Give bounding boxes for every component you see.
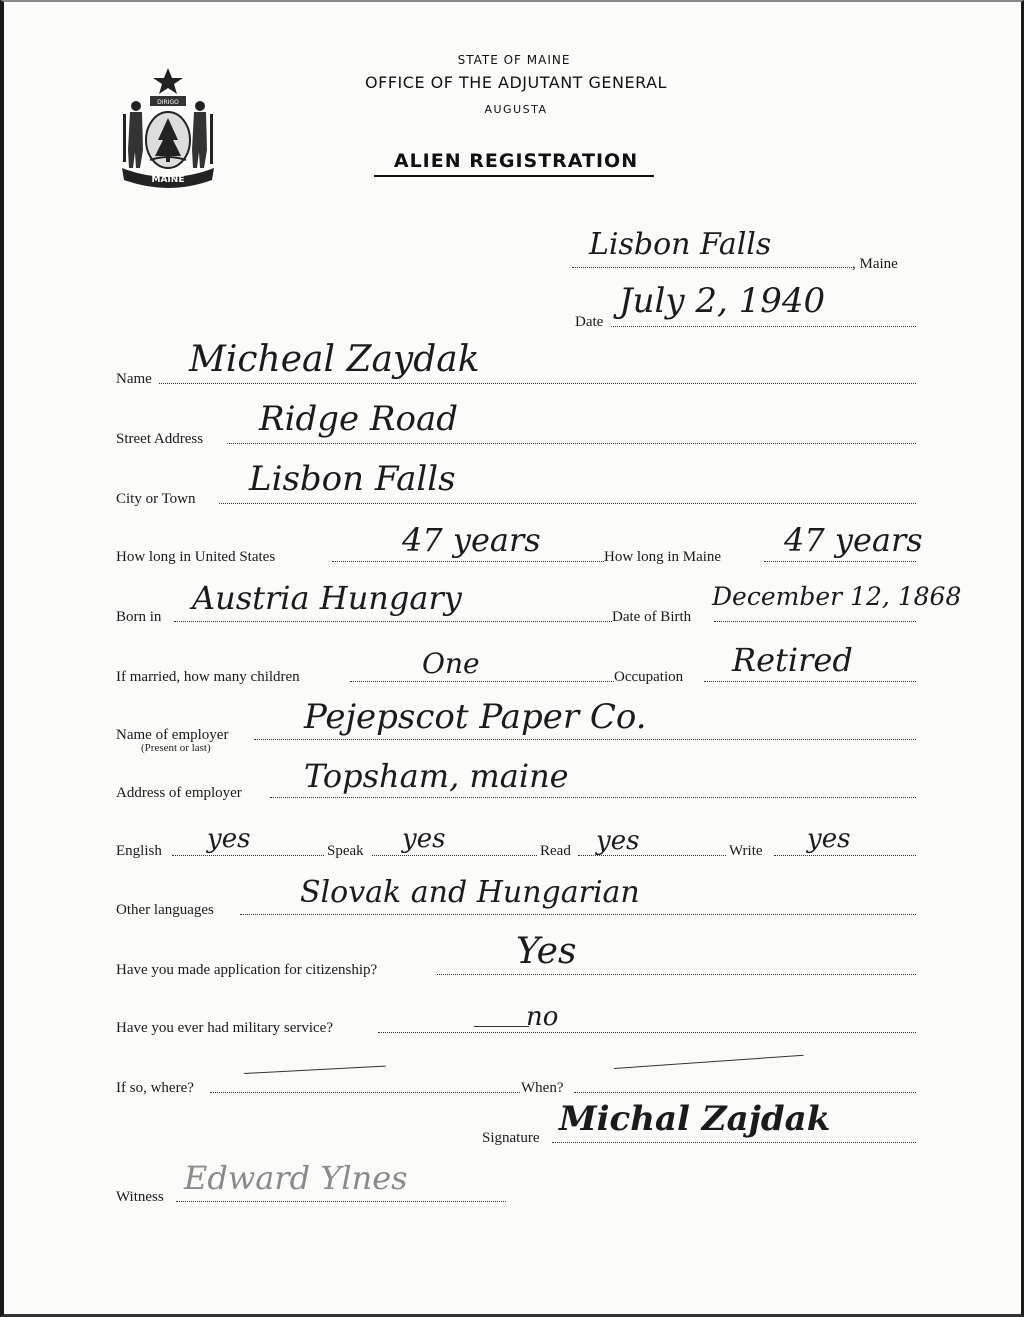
born-in-line (174, 621, 612, 622)
header-office: OFFICE OF THE ADJUTANT GENERAL (365, 73, 667, 92)
city-value: Lisbon Falls (249, 459, 456, 499)
born-in-value: Austria Hungary (192, 579, 462, 617)
other-languages-line (240, 914, 916, 915)
form-title: ALIEN REGISTRATION (393, 150, 639, 172)
employer-note: (Present or last) (141, 742, 211, 754)
witness-label: Witness (116, 1189, 164, 1205)
header-state: STATE OF MAINE (457, 53, 571, 67)
signature-value: Michal Zajdak (559, 1099, 831, 1139)
occupation-value: Retired (732, 641, 853, 679)
signature-label: Signature (482, 1130, 540, 1146)
date-of-birth-label: Date of Birth (612, 609, 692, 625)
date-value: July 2, 1940 (619, 281, 826, 321)
city-line (219, 503, 916, 504)
name-line (159, 383, 916, 384)
military-stroke (474, 1026, 529, 1027)
read-value: yes (596, 826, 640, 856)
occupation-label: Occupation (614, 669, 684, 685)
employer-address-value: Topsham, maine (304, 757, 569, 795)
employer-address-line (270, 797, 916, 798)
write-value: yes (807, 824, 851, 854)
born-in-label: Born in (116, 609, 162, 625)
employer-address-label: Address of employer (116, 785, 242, 801)
military-value: no (526, 1002, 559, 1032)
read-label: Read (540, 843, 571, 859)
date-line (611, 326, 916, 327)
when-stroke (614, 1055, 804, 1069)
where-stroke (244, 1066, 386, 1074)
how-long-us-line (332, 561, 604, 562)
write-label: Write (729, 843, 763, 859)
employer-name-label: Name of employer (116, 727, 229, 743)
write-line (774, 855, 916, 856)
children-label: If married, how many children (116, 669, 300, 685)
how-long-us-label: How long in United States (116, 549, 276, 565)
speak-value: yes (402, 824, 446, 854)
street-address-line (227, 443, 916, 444)
when-line (574, 1092, 916, 1093)
children-value: One (422, 647, 480, 680)
place-value: Lisbon Falls (589, 227, 772, 262)
street-address-value: Ridge Road (259, 399, 459, 439)
name-label: Name (116, 371, 152, 387)
citizenship-label: Have you made application for citizenship? (116, 962, 378, 978)
occupation-line (704, 681, 916, 682)
witness-value: Edward Ylnes (184, 1159, 408, 1197)
speak-line (372, 855, 537, 856)
name-value: Micheal Zaydak (189, 339, 480, 380)
employer-name-value: Pejepscot Paper Co. (304, 697, 647, 737)
svg-text:DIRIGO: DIRIGO (157, 99, 179, 106)
employer-name-line (254, 739, 916, 740)
maine-label: , Maine (852, 256, 898, 272)
when-label: When? (521, 1080, 564, 1096)
how-long-us-value: 47 years (402, 521, 541, 559)
where-line (210, 1092, 520, 1093)
place-line (572, 267, 852, 268)
other-languages-label: Other languages (116, 902, 214, 918)
where-label: If so, where? (116, 1080, 194, 1096)
military-line (378, 1032, 916, 1033)
svg-text:MAINE: MAINE (151, 175, 185, 185)
citizenship-value: Yes (516, 931, 577, 972)
header-city: AUGUSTA (484, 103, 548, 116)
english-value: yes (207, 824, 251, 854)
signature-line (552, 1142, 916, 1143)
city-label: City or Town (116, 491, 196, 507)
how-long-maine-line (764, 561, 916, 562)
title-underline (374, 175, 654, 177)
english-label: English (116, 843, 162, 859)
children-line (350, 681, 614, 682)
date-label: Date (575, 314, 604, 330)
street-address-label: Street Address (116, 431, 204, 447)
how-long-maine-label: How long in Maine (604, 549, 722, 565)
english-line (172, 855, 324, 856)
date-of-birth-value: December 12, 1868 (712, 582, 962, 611)
witness-line (176, 1201, 506, 1202)
date-of-birth-line (714, 621, 916, 622)
other-languages-value: Slovak and Hungarian (300, 875, 640, 910)
military-label: Have you ever had military service? (116, 1020, 333, 1036)
speak-label: Speak (327, 843, 364, 859)
how-long-maine-value: 47 years (784, 521, 923, 559)
citizenship-line (437, 974, 916, 975)
